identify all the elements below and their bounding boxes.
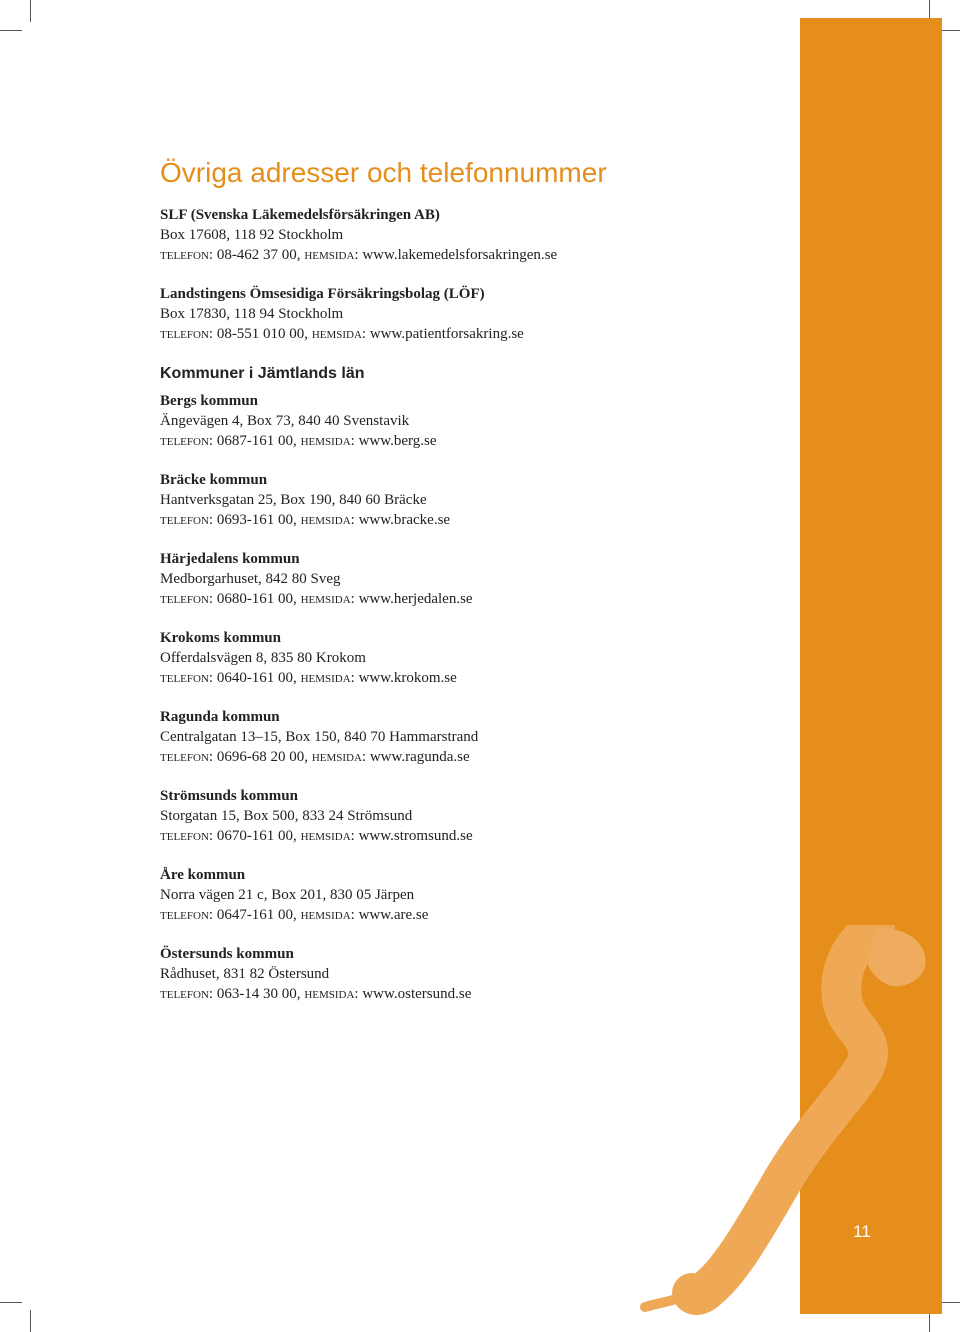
- entry-contact: [160, 589, 780, 609]
- entry-contact: [160, 826, 780, 846]
- address-entry: [160, 628, 780, 688]
- crop-mark: [0, 1302, 22, 1303]
- website-link[interactable]: www.krokom.se: [358, 670, 457, 686]
- website-link[interactable]: www.lakemedelsforsakringen.se: [362, 247, 558, 263]
- entry-address: Offerdalsvägen 8, 835 80 Krokom: [160, 650, 366, 666]
- intro-entries: [160, 205, 780, 344]
- web-label: hemsida:: [300, 591, 355, 607]
- entry-address: Storgatan 15, Box 500, 833 24 Strömsund: [160, 808, 413, 824]
- website-link[interactable]: www.patientforsakring.se: [369, 326, 524, 342]
- phone-label: telefon:: [160, 512, 214, 528]
- website-link[interactable]: www.bracke.se: [358, 512, 451, 528]
- phone-label: telefon:: [160, 907, 214, 923]
- website-link[interactable]: www.ragunda.se: [369, 749, 470, 765]
- address-entry: [160, 391, 780, 451]
- entry-address: Hantverksgatan 25, Box 190, 840 60 Bräcke: [160, 492, 427, 508]
- web-label: hemsida:: [304, 986, 359, 1002]
- municipality-list: [160, 391, 780, 1004]
- entry-address: Centralgatan 13–15, Box 150, 840 70 Hammarstrand: [160, 729, 479, 745]
- phone-number: 08-551 010 00,: [216, 326, 309, 342]
- entry-name: Bergs kommun: [160, 393, 258, 409]
- crop-mark: [30, 1310, 31, 1332]
- entry-address: Medborgarhuset, 842 80 Sveg: [160, 571, 341, 587]
- website-link[interactable]: www.herjedalen.se: [358, 591, 473, 607]
- phone-label: telefon:: [160, 828, 214, 844]
- entry-name: Landstingens Ömsesidiga Försäkringsbolag (LÖF): [160, 286, 485, 302]
- page-number: 11: [853, 1222, 871, 1241]
- entry-contact: [160, 984, 780, 1004]
- phone-number: 0693-161 00,: [216, 512, 297, 528]
- phone-number: 08-462 37 00,: [216, 247, 301, 263]
- phone-number: 0647-161 00,: [216, 907, 297, 923]
- website-link[interactable]: www.ostersund.se: [362, 986, 472, 1002]
- entry-address: Box 17608, 118 92 Stockholm: [160, 227, 344, 243]
- entry-name: Strömsunds kommun: [160, 788, 298, 804]
- entry-name: Ragunda kommun: [160, 709, 280, 725]
- phone-number: 0640-161 00,: [216, 670, 297, 686]
- section-heading: Kommuner i Jämtlands län: [160, 365, 365, 382]
- entry-contact: [160, 747, 780, 767]
- entry-contact: [160, 431, 780, 451]
- address-entry: [160, 786, 780, 846]
- web-label: hemsida:: [300, 670, 355, 686]
- website-link[interactable]: www.are.se: [358, 907, 429, 923]
- entry-name: Krokoms kommun: [160, 630, 281, 646]
- entry-name: Härjedalens kommun: [160, 551, 300, 567]
- phone-label: telefon:: [160, 326, 214, 342]
- address-entry: [160, 707, 780, 767]
- web-label: hemsida:: [311, 749, 367, 765]
- phone-label: telefon:: [160, 986, 214, 1002]
- website-link[interactable]: www.stromsund.se: [358, 828, 473, 844]
- phone-number: 0696-68 20 00,: [216, 749, 309, 765]
- web-label: hemsida:: [311, 326, 367, 342]
- phone-number: 0687-161 00,: [216, 433, 297, 449]
- crop-mark: [0, 30, 22, 31]
- phone-label: telefon:: [160, 670, 214, 686]
- crop-mark: [30, 0, 31, 22]
- entry-name: Bräcke kommun: [160, 472, 268, 488]
- website-link[interactable]: www.berg.se: [358, 433, 437, 449]
- web-label: hemsida:: [300, 907, 355, 923]
- address-entry: [160, 470, 780, 530]
- address-entry: [160, 549, 780, 609]
- entry-contact: [160, 324, 780, 344]
- page-content: [160, 155, 780, 1023]
- entry-contact: [160, 668, 780, 688]
- phone-number: 0680-161 00,: [216, 591, 297, 607]
- address-entry: [160, 865, 780, 925]
- address-entry: [160, 284, 780, 344]
- phone-label: telefon:: [160, 591, 214, 607]
- web-label: hemsida:: [300, 828, 355, 844]
- phone-number: 063-14 30 00,: [216, 986, 301, 1002]
- entry-address: Rådhuset, 831 82 Östersund: [160, 966, 330, 982]
- entry-name: SLF (Svenska Läkemedelsförsäkringen AB): [160, 207, 440, 223]
- phone-label: telefon:: [160, 749, 214, 765]
- entry-contact: [160, 905, 780, 925]
- web-label: hemsida:: [300, 512, 355, 528]
- entry-address: Norra vägen 21 c, Box 201, 830 05 Järpen: [160, 887, 415, 903]
- entry-name: Åre kommun: [160, 867, 246, 883]
- entry-address: Box 17830, 118 94 Stockholm: [160, 306, 344, 322]
- page-title: Övriga adresser och telefonnummer: [160, 157, 607, 188]
- phone-label: telefon:: [160, 433, 214, 449]
- entry-address: Ängevägen 4, Box 73, 840 40 Svenstavik: [160, 413, 410, 429]
- entry-contact: [160, 510, 780, 530]
- web-label: hemsida:: [300, 433, 355, 449]
- phone-number: 0670-161 00,: [216, 828, 297, 844]
- address-entry: [160, 205, 780, 265]
- entry-contact: [160, 245, 780, 265]
- entry-name: Östersunds kommun: [160, 946, 294, 962]
- phone-label: telefon:: [160, 247, 214, 263]
- web-label: hemsida:: [304, 247, 359, 263]
- address-entry: [160, 944, 780, 1004]
